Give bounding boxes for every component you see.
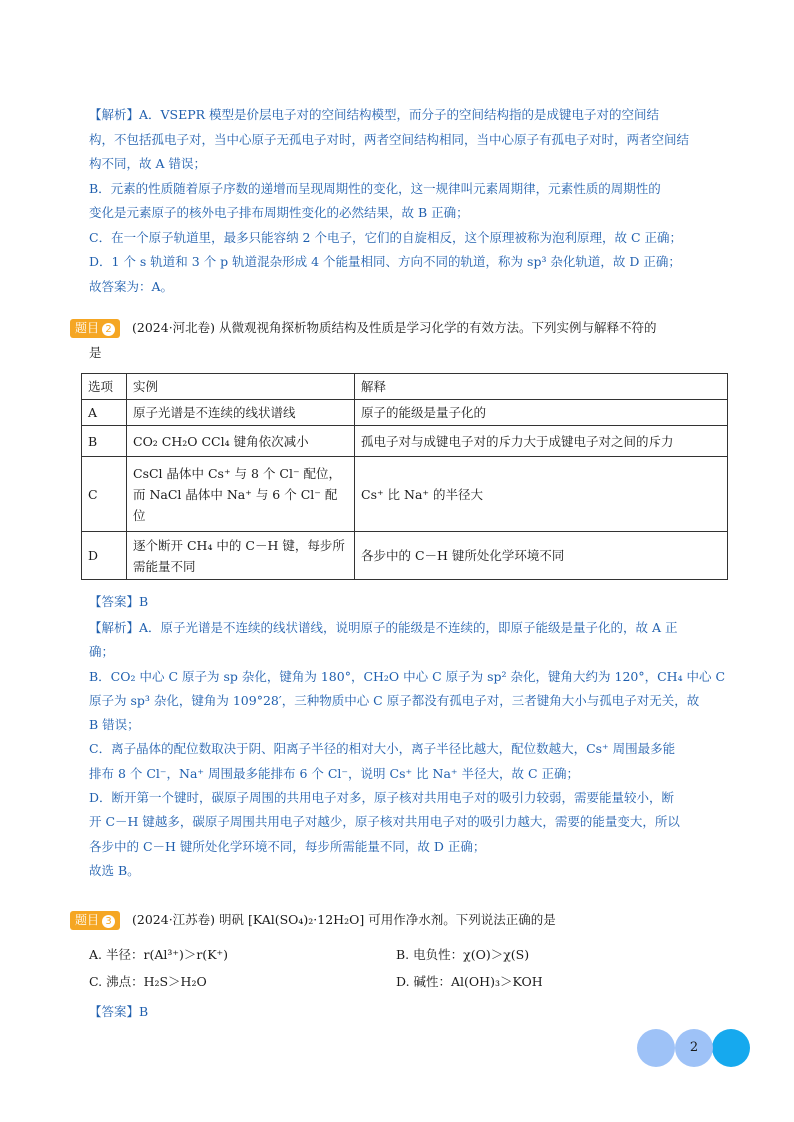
option-c: C. 沸点：H₂S＞H₂O xyxy=(89,974,207,989)
page-number: 2 xyxy=(675,1029,713,1067)
q2-expl-line: 【解析】A．原子光谱是不连续的线状谱线，说明原子的能级是不连续的，即原子能级是量子化的，故 A 正 xyxy=(89,620,678,635)
q1-expl-line: 变化是元素原子的核外电子排布周期性变化的必然结果，故 B 正确； xyxy=(89,205,469,220)
option-d: D. 碱性：Al(OH)₃＞KOH xyxy=(396,974,543,989)
q2-stem xyxy=(70,318,657,338)
table-cell: 逐个断开 CH₄ 中的 C－H 键，每步所需能量不同 xyxy=(127,532,355,580)
q2-expl-line: B．CO₂ 中心 C 原子为 sp 杂化，键角为 180°，CH₂O 中心 C 原子为 sp² 杂化，键角大约为 120°，CH₄ 中心 C xyxy=(89,668,726,684)
question-tag: 题目 3 xyxy=(70,911,120,930)
table-cell: CO₂ CH₂O CCl₄ 键角依次减小 xyxy=(127,426,355,457)
table-cell: 原子的能级是量子化的 xyxy=(355,400,728,426)
table-cell: CsCl 晶体中 Cs⁺ 与 8 个 Cl⁻ 配位，而 NaCl 晶体中 Na⁺ 与 6 个 Cl⁻ 配位 xyxy=(127,457,355,532)
table-cell: 各步中的 C－H 键所处化学环境不同 xyxy=(355,532,728,580)
q2-expl-line: 开 C－H 键越多，碳原子周围共用电子对越少，原子核对共用电子对的吸引力越大，需要的能量变大，所以 xyxy=(89,814,680,830)
q2-expl-line: 故选 B。 xyxy=(89,862,140,878)
q2-expl-line: B 错误； xyxy=(89,717,140,733)
q3-stem-text: (2024·江苏卷) 明矾 [KAl(SO₄)₂·12H₂O] 可用作净水剂。下列说法正确的是 xyxy=(132,912,556,927)
question-tag: 题目 2 xyxy=(70,319,120,338)
table-row xyxy=(82,400,728,426)
q2-expl-line: 各步中的 C－H 键所处化学环境不同，每步所需能量不同，故 D 正确； xyxy=(89,838,486,854)
table-cell: C xyxy=(82,457,127,532)
page-circle-left xyxy=(637,1029,675,1067)
q1-expl-line: D．1 个 s 轨道和 3 个 p 轨道混杂形成 4 个能量相同、方向不同的轨道，称为 sp³ 杂化轨道，故 D 正确； xyxy=(89,254,681,269)
q2-answer: 【答案】B xyxy=(89,594,149,609)
q2-expl-line: 确； xyxy=(89,644,115,660)
table-header-row xyxy=(82,374,728,400)
q2-expl-line: 排布 8 个 Cl⁻，Na⁺ 周围最多能排布 6 个 Cl⁻，说明 Cs⁺ 比 Na⁺ 半径大，故 C 正确； xyxy=(89,765,579,781)
page-circle-right xyxy=(712,1029,750,1067)
table-row xyxy=(82,532,728,580)
q2-expl-line: C．离子晶体的配位数取决于阴、阳离子半径的相对大小，离子半径比越大，配位数越大，Cs⁺ 周围最多能 xyxy=(89,741,676,757)
table-header: 选项 xyxy=(82,374,127,400)
option-b: B. 电负性：χ(O)＞χ(S) xyxy=(396,947,530,962)
q1-explanation xyxy=(89,103,729,299)
table-cell: B xyxy=(82,426,127,457)
table-cell: Cs⁺ 比 Na⁺ 的半径大 xyxy=(355,457,728,532)
q1-expl-line: B．元素的性质随着原子序数的递增而呈现周期性的变化，这一规律叫元素周期律，元素性质的周期性的 xyxy=(89,180,661,196)
table-header: 实例 xyxy=(127,374,355,400)
q1-expl-line: 构不同，故 A 错误； xyxy=(89,156,206,171)
q2-expl-line: 原子为 sp³ 杂化，键角为 109°28′，三种物质中心 C 原子都没有孤电子对，三者键角大小与孤电子对无关，故 xyxy=(89,692,700,708)
table-cell: A xyxy=(82,400,127,426)
table-cell: D xyxy=(82,532,127,580)
table-cell: 原子光谱是不连续的线状谱线 xyxy=(127,400,355,426)
q2-stem-cont: 是 xyxy=(89,345,102,360)
q1-expl-line: 故答案为：A。 xyxy=(89,278,174,294)
table-header: 解释 xyxy=(355,374,728,400)
q2-explanation xyxy=(89,616,729,883)
table-row xyxy=(82,457,728,532)
q2-table xyxy=(81,373,728,580)
q2-stem-text: (2024·河北卷) 从微观视角探析物质结构及性质是学习化学的有效方法。下列实例与解释不符的 xyxy=(132,320,657,335)
option-a: A. 半径：r(Al³⁺)＞r(K⁺) xyxy=(89,947,229,962)
q3-answer: 【答案】B xyxy=(89,1004,149,1019)
q2-expl-line: D．断开第一个键时，碳原子周围的共用电子对多，原子核对共用电子对的吸引力较弱，需要能量较小，断 xyxy=(89,790,675,806)
q3-stem xyxy=(70,910,556,930)
q1-expl-line: C．在一个原子轨道里，最多只能容纳 2 个电子，它们的自旋相反，这个原理被称为泡利原理，故 C 正确； xyxy=(89,229,682,245)
table-cell: 孤电子对与成键电子对的斥力大于成键电子对之间的斥力 xyxy=(355,426,728,457)
q1-expl-line: 【解析】A．VSEPR 模型是价层电子对的空间结构模型，而分子的空间结构指的是成键电子对的空间结 xyxy=(89,107,660,122)
table-row xyxy=(82,426,728,457)
q1-expl-line: 构，不包括孤电子对，当中心原子无孤电子对时，两者空间结构相同，当中心原子有孤电子对时，两者空间结 xyxy=(89,131,690,147)
